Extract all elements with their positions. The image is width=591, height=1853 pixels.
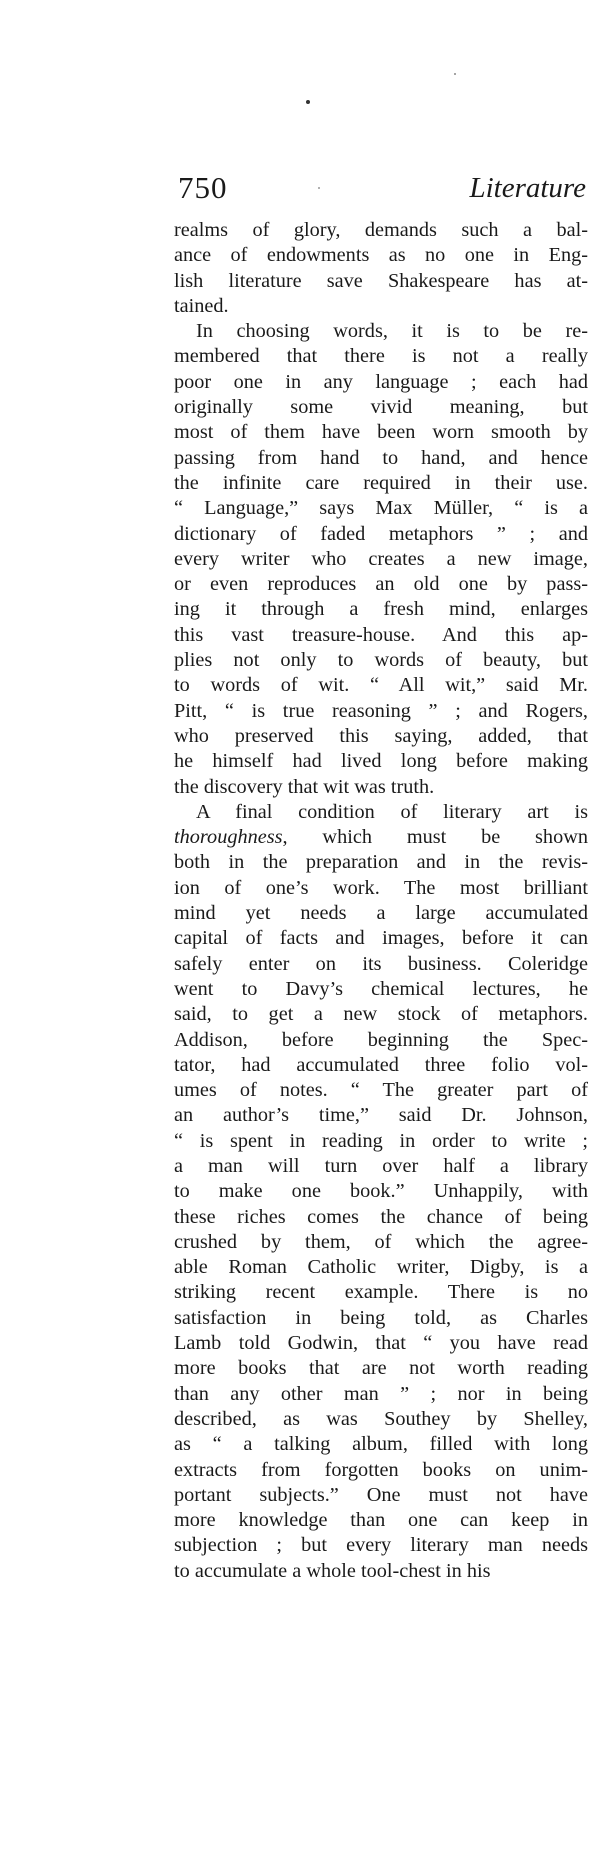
text-line: Addison, before beginning the Spec- bbox=[174, 1028, 588, 1051]
text-line: striking recent example. There is no bbox=[174, 1281, 588, 1304]
page-number: 750 bbox=[178, 170, 228, 205]
text-line: “ is spent in reading in order to write ; bbox=[174, 1129, 588, 1152]
text-line: ing it through a fresh mind, enlarges bbox=[174, 598, 588, 621]
text-line: went to Davy’s chemical lectures, he bbox=[174, 977, 588, 1000]
body-text bbox=[174, 218, 588, 1584]
text-line: lish literature save Shakespeare has at- bbox=[174, 269, 588, 292]
text-line: “ Language,” says Max Müller, “ is a bbox=[174, 497, 588, 520]
ink-speck bbox=[454, 73, 456, 75]
text-line: extracts from forgotten books on unim- bbox=[174, 1458, 588, 1481]
text-line: tained. bbox=[174, 294, 229, 317]
emphasized-word: thoroughness bbox=[174, 826, 283, 849]
text-line: as “ a talking album, filled with long bbox=[174, 1433, 588, 1456]
text-line: the discovery that wit was truth. bbox=[174, 775, 435, 798]
text-line: In choosing words, it is to be re- bbox=[196, 320, 588, 343]
text-line: dictionary of faded metaphors ” ; and bbox=[174, 522, 588, 545]
text-line: mind yet needs a large accumulated bbox=[174, 902, 588, 925]
text-line: he himself had lived long before making bbox=[174, 750, 588, 773]
text-line: these riches comes the chance of being bbox=[174, 1205, 588, 1228]
text-line: able Roman Catholic writer, Digby, is a bbox=[174, 1256, 588, 1279]
text-line: thoroughness, which must be shown bbox=[174, 826, 588, 849]
text-line: umes of notes. “ The greater part of bbox=[174, 1079, 588, 1102]
text-line: poor one in any language ; each had bbox=[174, 370, 588, 393]
text-line: said, to get a new stock of metaphors. bbox=[174, 1003, 588, 1026]
ink-speck bbox=[306, 100, 310, 104]
paragraph-2 bbox=[174, 319, 588, 800]
text-line: most of them have been worn smooth by bbox=[174, 421, 588, 444]
text-line: realms of glory, demands such a bal- bbox=[174, 219, 588, 241]
paragraph-1 bbox=[174, 218, 588, 319]
text-line: membered that there is not a really bbox=[174, 345, 588, 368]
text-line: capital of facts and images, before it can bbox=[174, 927, 588, 950]
text-line: described, as was Southey by Shelley, bbox=[174, 1407, 588, 1430]
text-line: more books that are not worth reading bbox=[174, 1357, 588, 1380]
text-line: or even reproduces an old one by pass- bbox=[174, 573, 588, 596]
text-line: who preserved this saying, added, that bbox=[174, 724, 588, 747]
text-line: crushed by them, of which the agree- bbox=[174, 1230, 588, 1253]
text-line: every writer who creates a new image, bbox=[174, 547, 588, 570]
text-line: a man will turn over half a library bbox=[174, 1154, 588, 1177]
text-line: subjection ; but every literary man needs bbox=[174, 1534, 588, 1557]
text-line: to make one book.” Unhappily, with bbox=[174, 1180, 588, 1203]
page-header bbox=[178, 170, 586, 210]
text-line: originally some vivid meaning, but bbox=[174, 396, 588, 419]
text-line: safely enter on its business. Coleridge bbox=[174, 952, 588, 975]
text-line: this vast treasure-house. And this ap- bbox=[174, 623, 588, 646]
text-line: satisfaction in being told, as Charles bbox=[174, 1306, 588, 1329]
running-title: Literature bbox=[469, 172, 586, 204]
text-line: both in the preparation and in the revis- bbox=[174, 851, 588, 874]
text-line: the infinite care required in their use. bbox=[174, 471, 588, 494]
text-line: Pitt, “ is true reasoning ” ; and Rogers, bbox=[174, 699, 588, 722]
text-line: Lamb told Godwin, that “ you have read bbox=[174, 1332, 588, 1355]
text-line: to words of wit. “ All wit,” said Mr. bbox=[174, 674, 588, 697]
paragraph-3 bbox=[174, 800, 588, 1584]
text-line: ion of one’s work. The most brilliant bbox=[174, 876, 588, 899]
text-line: tator, had accumulated three folio vol- bbox=[174, 1053, 588, 1076]
text-line: an author’s time,” said Dr. Johnson, bbox=[174, 1104, 588, 1127]
text-line: plies not only to words of beauty, but bbox=[174, 649, 588, 672]
text-line: ance of endowments as no one in Eng- bbox=[174, 244, 588, 267]
text-line: than any other man ” ; nor in being bbox=[174, 1382, 588, 1405]
text-line: more knowledge than one can keep in bbox=[174, 1509, 588, 1532]
text-line: A final condition of literary art is bbox=[196, 800, 588, 823]
text-line: portant subjects.” One must not have bbox=[174, 1483, 588, 1506]
text-line: passing from hand to hand, and hence bbox=[174, 446, 588, 469]
text-line: to accumulate a whole tool-chest in his bbox=[174, 1559, 491, 1582]
